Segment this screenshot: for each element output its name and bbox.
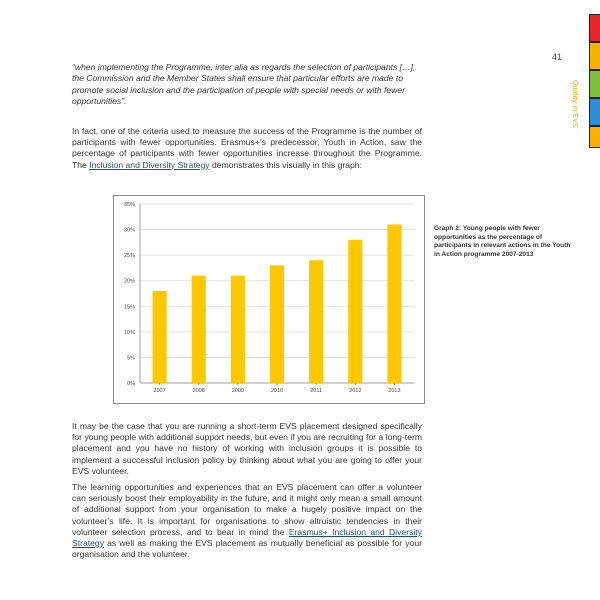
y-tick-label: 0% bbox=[127, 381, 135, 387]
erasmus-strategy-link[interactable]: Erasmus+ Inclusion and Diversity Strategy bbox=[72, 526, 422, 549]
inclusion-strategy-link[interactable]: Inclusion and Diversity Strategy bbox=[89, 159, 210, 170]
color-tabs bbox=[589, 14, 600, 148]
bar-2010 bbox=[270, 265, 284, 383]
x-tick-label: 2012 bbox=[349, 388, 362, 394]
y-tick-label: 35% bbox=[123, 202, 135, 208]
paragraph-placement: It may be the case that you are running a short-term EVS placement designed specifically for young people with additional support needs, but even if you are recruiting for a long-term placement and you have no history of working with inclusion groups it is possible to implement a successful inclusion policy by thinking about what you are going to offer your EVS volunteer. bbox=[72, 421, 422, 476]
paragraph-text: In fact, one of the criteria used to measure the success of the Programme is the number of participants with fewer opportunities. Erasmus+’s predecessor, Youth in Action, saw the percentage of participants with fewer opportunities increase throughout the Programme. The bbox=[72, 126, 422, 170]
section-side-label: Quality in EVS bbox=[571, 80, 578, 128]
y-tick-label: 20% bbox=[123, 278, 135, 285]
graph-caption: Graph 2: Young people with fewer opportunities as the percentage of participants in relevant actions in the Youth in Action programme 2007-2013 bbox=[434, 225, 571, 258]
paragraph-opportunities bbox=[72, 482, 422, 560]
color-tab-green bbox=[589, 70, 600, 98]
x-tick-label: 2011 bbox=[310, 388, 323, 394]
bar-2008 bbox=[192, 276, 206, 383]
x-tick-label: 2009 bbox=[231, 388, 244, 394]
chart-svg bbox=[114, 196, 424, 403]
color-tab-yellow bbox=[589, 126, 600, 148]
bar-chart bbox=[113, 195, 425, 404]
color-tab-blue bbox=[589, 98, 600, 126]
bar-2009 bbox=[231, 276, 245, 383]
y-tick-label: 15% bbox=[123, 304, 135, 311]
x-tick-label: 2008 bbox=[192, 388, 205, 394]
x-tick-label: 2013 bbox=[388, 388, 401, 394]
paragraph-text: demonstrates this visually in this graph: bbox=[209, 159, 362, 170]
y-tick-label: 30% bbox=[123, 227, 135, 234]
bar-2013 bbox=[387, 224, 401, 383]
color-tab-orange bbox=[589, 42, 600, 70]
x-tick-label: 2010 bbox=[270, 388, 284, 394]
bar-2011 bbox=[309, 260, 323, 383]
y-tick-label: 5% bbox=[127, 355, 135, 362]
bar-2007 bbox=[153, 291, 167, 383]
y-tick-label: 10% bbox=[123, 329, 135, 336]
paragraph-criteria bbox=[72, 126, 422, 171]
page-number: 41 bbox=[552, 52, 563, 62]
quote: “when implementing the Programme, inter alia as regards the selection of participants […], the Commission and the Member States shall ensure that particular efforts are made to promote social inclusion and the participation of people with special needs or with fewer opportunities”. bbox=[72, 62, 416, 107]
bar-2012 bbox=[348, 240, 362, 383]
color-tab-red bbox=[589, 14, 600, 42]
x-tick-label: 2007 bbox=[153, 388, 166, 394]
y-tick-label: 25% bbox=[123, 253, 135, 260]
paragraph-text: The learning opportunities and experiences that an EVS placement can offer a volunteer can seriously boost their employability in the future, and it might only mean a small amount of additional support from your organisation to make a hugely positive impact on the volunteer’s life. It is important for organisations to show altruistic tendencies in their volunteer selection process, and to bear in mind the bbox=[72, 482, 422, 537]
paragraph-text: as well as making the EVS placement as mutually beneficial as possible for your organisation and the volunteer. bbox=[72, 538, 422, 560]
